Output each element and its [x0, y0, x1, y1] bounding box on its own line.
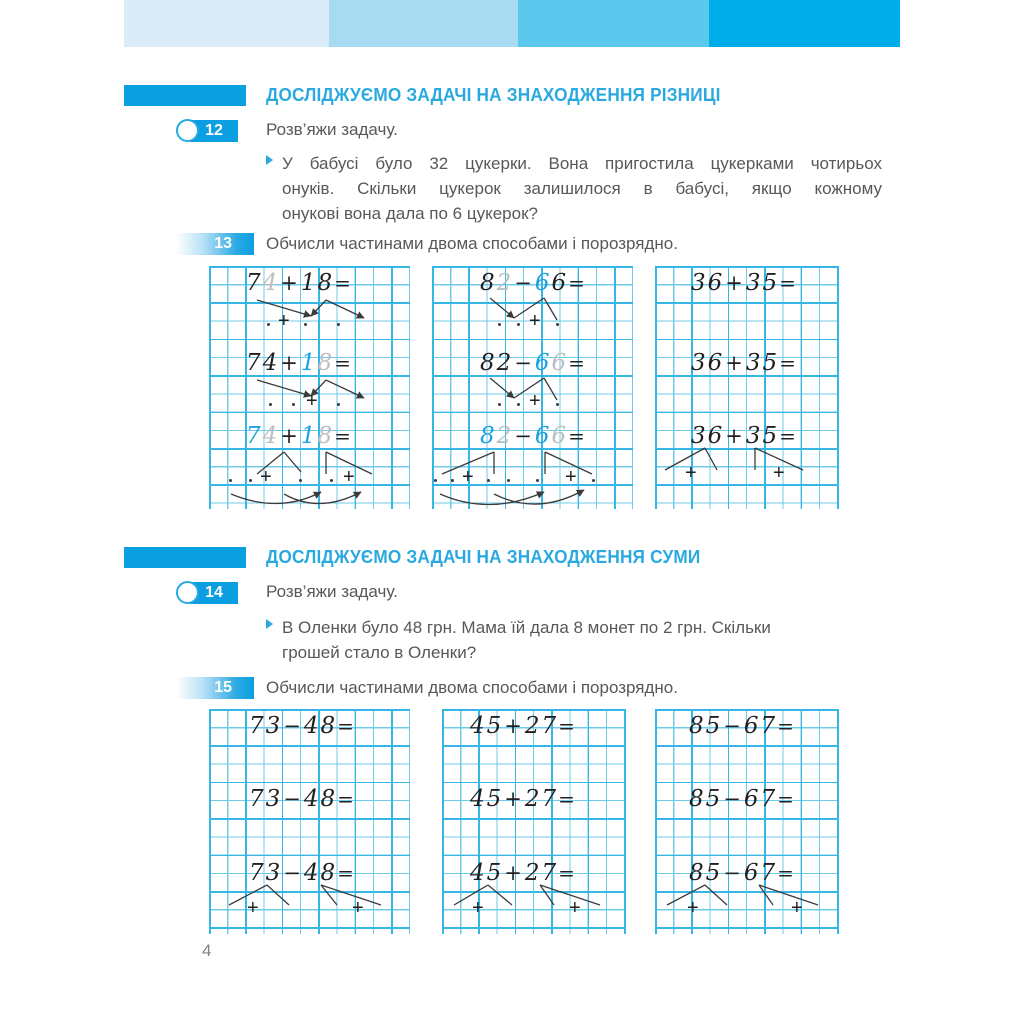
plus-mark: +: [260, 466, 272, 488]
digit: 8: [689, 860, 706, 886]
digit: 2: [524, 860, 542, 886]
decomposition-arrows-45-27: [442, 709, 625, 934]
task-14-instruction: Розв’яжи задачу.: [266, 582, 398, 601]
task-12-badge-circle-icon: [176, 119, 199, 142]
task-15-number-badge: [176, 677, 254, 699]
digit: 4: [303, 860, 321, 886]
operator-sign: +: [280, 271, 300, 295]
bullet-triangle-icon: [266, 155, 273, 165]
operator-sign: +: [725, 424, 745, 448]
digit: 5: [705, 713, 723, 739]
header-block-3: [518, 0, 709, 47]
operator-sign: −: [723, 787, 743, 811]
digit: 3: [745, 350, 763, 376]
operator-sign: −: [283, 861, 303, 885]
digit: 7: [246, 423, 263, 449]
task-13-number-badge: [176, 233, 254, 255]
task-12-problem-line-2: онуків. Скільки цукерок залишилося в бабусі, якщо кожному: [282, 179, 882, 198]
digit: 8: [480, 423, 497, 449]
digit: 5: [486, 786, 504, 812]
header-block-2: [329, 0, 518, 47]
digit: 5: [486, 860, 504, 886]
decomposition-arrows-73-48: [209, 709, 410, 934]
plus-mark: +: [306, 390, 318, 412]
plus-mark: +: [529, 310, 541, 332]
digit: 3: [265, 713, 283, 739]
digit: 8: [480, 350, 497, 376]
task-13-instruction: Обчисли частинами двома способами і порозрядно.: [266, 234, 678, 253]
digit: 3: [745, 423, 763, 449]
digit: 2: [496, 270, 514, 296]
page-number: 4: [202, 941, 212, 960]
task-15-instruction: Обчисли частинами двома способами і порозрядно.: [266, 678, 678, 697]
equals-sign: =: [777, 714, 796, 738]
plus-mark: +: [278, 310, 290, 332]
header-block-4: [709, 0, 900, 47]
section-heading-difference: [124, 84, 755, 106]
exercise-grid-82-66[interactable]: [432, 266, 633, 509]
digit: 4: [303, 786, 321, 812]
plus-mark: +: [791, 897, 803, 919]
equals-sign: =: [558, 861, 577, 885]
plus-mark: +: [343, 466, 355, 488]
plus-mark: +: [247, 897, 259, 919]
digit: 1: [300, 270, 318, 296]
digit: 1: [300, 350, 318, 376]
digit: 4: [470, 860, 487, 886]
task-12-number-badge: [176, 119, 240, 144]
expr-82-66-row3: [480, 423, 587, 449]
operator-sign: +: [725, 351, 745, 375]
plus-mark: +: [472, 897, 484, 919]
digit: 5: [486, 713, 504, 739]
digit: 2: [524, 713, 542, 739]
operator-sign: +: [504, 714, 524, 738]
digit: 7: [541, 860, 559, 886]
plus-mark: +: [462, 466, 474, 488]
task-14-number: 14: [205, 584, 223, 601]
plus-mark: +: [773, 462, 785, 484]
task-12-problem-line-3: онукові вона дала по 6 цукерок?: [282, 204, 538, 223]
task-15-number: 15: [214, 679, 232, 696]
digit: 6: [743, 860, 761, 886]
equals-sign: =: [779, 424, 798, 448]
digit: 6: [534, 350, 552, 376]
equals-sign: =: [334, 271, 353, 295]
equals-sign: =: [337, 861, 356, 885]
digit: 7: [249, 860, 266, 886]
digit: 2: [524, 786, 542, 812]
digit: 7: [249, 786, 266, 812]
bullet-triangle-icon: [266, 619, 273, 629]
operator-sign: +: [280, 424, 300, 448]
equals-sign: =: [568, 351, 587, 375]
task-14-number-badge: [176, 581, 240, 606]
digit: 8: [480, 270, 497, 296]
digit: 4: [262, 423, 280, 449]
operator-sign: −: [723, 714, 743, 738]
digit: 3: [691, 350, 708, 376]
equals-sign: =: [777, 861, 796, 885]
equals-sign: =: [558, 787, 577, 811]
equals-sign: =: [779, 271, 798, 295]
task-14-problem: [282, 615, 872, 665]
digit: 4: [262, 350, 280, 376]
digit: 5: [762, 350, 780, 376]
digit: 8: [689, 713, 706, 739]
digit: 6: [534, 270, 552, 296]
digit: 2: [496, 423, 514, 449]
plus-mark: +: [685, 462, 697, 484]
digit: 6: [743, 786, 761, 812]
equals-sign: =: [777, 787, 796, 811]
operator-sign: +: [725, 271, 745, 295]
equals-sign: =: [779, 351, 798, 375]
equals-sign: =: [568, 271, 587, 295]
digit: 4: [470, 786, 487, 812]
digit: 4: [262, 270, 280, 296]
digit: 6: [551, 423, 569, 449]
digit: 7: [541, 786, 559, 812]
digit: 8: [320, 713, 338, 739]
operator-sign: +: [504, 861, 524, 885]
digit: 5: [762, 423, 780, 449]
task-12-problem: [282, 151, 882, 226]
digit: 1: [300, 423, 318, 449]
digit: 8: [317, 350, 335, 376]
digit: 7: [760, 713, 778, 739]
digit: 7: [760, 786, 778, 812]
digit: 8: [320, 860, 338, 886]
decomposition-arrows-74-18: [209, 266, 410, 509]
plus-mark: +: [687, 897, 699, 919]
exercise-grid-85-67[interactable]: [655, 709, 838, 934]
decomposition-arrows-85-67: [655, 709, 838, 934]
plus-mark: +: [529, 390, 541, 412]
expr-74-18-row2: [246, 350, 353, 376]
digit: 7: [246, 270, 263, 296]
digit: 7: [249, 713, 266, 739]
section-heading-sum: [124, 546, 733, 568]
digit: 4: [303, 713, 321, 739]
digit: 6: [551, 270, 569, 296]
digit: 3: [691, 423, 708, 449]
operator-sign: +: [280, 351, 300, 375]
task-14-badge-circle-icon: [176, 581, 199, 604]
digit: 6: [707, 423, 725, 449]
equals-sign: =: [558, 714, 577, 738]
operator-sign: −: [723, 861, 743, 885]
digit: 3: [265, 786, 283, 812]
plus-mark: +: [352, 897, 364, 919]
plus-mark: +: [565, 466, 577, 488]
equals-sign: =: [337, 714, 356, 738]
task-14-problem-line-1: В Оленки було 48 грн. Мама їй дала 8 монет по 2 грн. Скільки: [282, 618, 771, 637]
expr-82-66-row2: [480, 350, 587, 376]
digit: 5: [762, 270, 780, 296]
decomposition-arrows-36-35: [655, 266, 838, 509]
digit: 3: [745, 270, 763, 296]
digit: 6: [551, 350, 569, 376]
exercise-grid-36-35[interactable]: [655, 266, 838, 509]
decorative-header-bar: [124, 0, 900, 47]
task-13-number: 13: [214, 235, 232, 252]
digit: 6: [707, 350, 725, 376]
section-title-text: ДОСЛІДЖУЄМО ЗАДАЧІ НА ЗНАХОДЖЕННЯ РІЗНИЦІ: [266, 84, 721, 105]
task-12-number: 12: [205, 122, 223, 139]
equals-sign: =: [568, 424, 587, 448]
section-tab-marker: [124, 547, 246, 568]
digit: 8: [317, 423, 335, 449]
equals-sign: =: [334, 351, 353, 375]
operator-sign: −: [514, 271, 534, 295]
section-title-text: ДОСЛІДЖУЄМО ЗАДАЧІ НА ЗНАХОДЖЕННЯ СУМИ: [266, 546, 701, 567]
digit: 7: [541, 713, 559, 739]
task-12-instruction: Розв’яжи задачу.: [266, 120, 398, 139]
operator-sign: −: [514, 424, 534, 448]
digit: 8: [317, 270, 335, 296]
digit: 2: [496, 350, 514, 376]
operator-sign: +: [504, 787, 524, 811]
digit: 8: [320, 786, 338, 812]
digit: 6: [707, 270, 725, 296]
exercise-grid-45-27[interactable]: [442, 709, 625, 934]
task-14-problem-line-2: грошей стало в Оленки?: [282, 643, 477, 662]
header-block-1: [124, 0, 329, 47]
digit: 3: [691, 270, 708, 296]
operator-sign: −: [283, 714, 303, 738]
equals-sign: =: [334, 424, 353, 448]
digit: 6: [743, 713, 761, 739]
section-tab-marker: [124, 85, 246, 106]
expr-74-18-row3: [246, 423, 353, 449]
digit: 5: [705, 860, 723, 886]
digit: 6: [534, 423, 552, 449]
exercise-grid-74-18[interactable]: [209, 266, 410, 509]
digit: 7: [246, 350, 263, 376]
digit: 5: [705, 786, 723, 812]
digit: 4: [470, 713, 487, 739]
operator-sign: −: [283, 787, 303, 811]
equals-sign: =: [337, 787, 356, 811]
task-12-problem-line-1: У бабусі було 32 цукерки. Вона пригостила цукерками чотирьох: [282, 154, 882, 173]
digit: 7: [760, 860, 778, 886]
operator-sign: −: [514, 351, 534, 375]
plus-mark: +: [569, 897, 581, 919]
exercise-grid-73-48[interactable]: [209, 709, 410, 934]
digit: 8: [689, 786, 706, 812]
digit: 3: [265, 860, 283, 886]
